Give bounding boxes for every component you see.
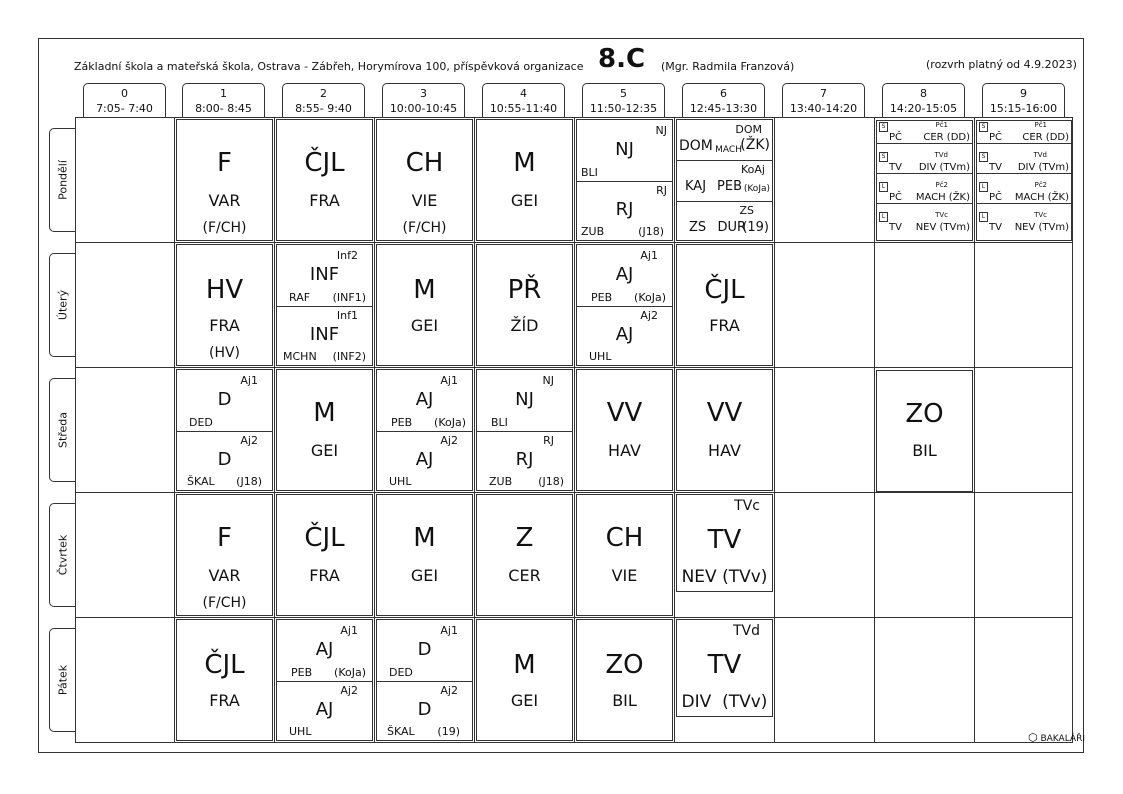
lesson-thu-5[interactable]: CH VIE <box>576 494 673 616</box>
class-title: 8.C <box>598 44 646 74</box>
lesson-wed-8[interactable]: ZO BIL <box>876 370 973 492</box>
day-label-thursday: Čtvrtek <box>49 503 75 607</box>
lesson-fri-4[interactable]: M GEI <box>476 619 573 741</box>
lesson-mon-6[interactable]: DOM DOM MACH (ŽK) KoAj KAJ PEB (KoJa) ZS ZS DUR (19) <box>676 119 773 241</box>
lesson-thu-3[interactable]: M GEI <box>376 494 473 616</box>
lesson-thu-4[interactable]: Z CER <box>476 494 573 616</box>
lesson-mon-4[interactable]: M GEI <box>476 119 573 241</box>
lesson-wed-3[interactable]: Aj1 AJ PEB (KoJa) Aj2 AJ UHL <box>376 369 473 491</box>
lesson-wed-6[interactable]: VV HAV <box>676 369 773 491</box>
lesson-thu-1[interactable]: F VAR (F/CH) <box>176 494 273 616</box>
lesson-tue-1[interactable]: HV FRA (HV) <box>176 244 273 366</box>
lesson-wed-5[interactable]: VV HAV <box>576 369 673 491</box>
bakalari-logo: ⬡ BAKALÁŘI <box>1027 731 1085 744</box>
lesson-thu-6[interactable]: TVc TV NEV (TVv) <box>676 494 773 592</box>
school-name: Základní škola a mateřská škola, Ostrava - Zábřeh, Horymírova 100, příspěvková organizace <box>74 60 584 73</box>
lesson-mon-9[interactable]: S Pč1 PČ CER (DD) S TVd TV DIV (TVm) L Pč2 PČ MACH (ŽK) L TVc TV NEV (TVm) <box>976 120 1072 241</box>
day-label-wednesday: Středa <box>49 378 75 482</box>
period-header-2: 2 8:55- 9:40 <box>282 83 365 117</box>
day-label-monday: Pondělí <box>49 128 75 232</box>
lesson-mon-2[interactable]: ČJL FRA <box>276 119 373 241</box>
lesson-tue-6[interactable]: ČJL FRA <box>676 244 773 366</box>
lesson-fri-1[interactable]: ČJL FRA <box>176 619 273 741</box>
period-header-7: 7 13:40-14:20 <box>782 83 865 117</box>
period-header-4: 4 10:55-11:40 <box>482 83 565 117</box>
period-header-0: 0 7:05- 7:40 <box>83 83 166 117</box>
lesson-wed-2[interactable]: M GEI <box>276 369 373 491</box>
lesson-wed-1[interactable]: Aj1 D DED Aj2 D ŠKAL (J18) <box>176 369 273 491</box>
lesson-tue-5[interactable]: Aj1 AJ PEB (KoJa) Aj2 AJ UHL <box>576 244 673 366</box>
lesson-tue-3[interactable]: M GEI <box>376 244 473 366</box>
period-header-1: 1 8:00- 8:45 <box>182 83 265 117</box>
period-header-5: 5 11:50-12:35 <box>582 83 665 117</box>
lesson-wed-4[interactable]: NJ NJ BLI RJ RJ ZUB (J18) <box>476 369 573 491</box>
lesson-fri-2[interactable]: Aj1 AJ PEB (KoJa) Aj2 AJ UHL <box>276 619 373 741</box>
period-header-9: 9 15:15-16:00 <box>982 83 1065 117</box>
lesson-fri-3[interactable]: Aj1 D DED Aj2 D ŠKAL (19) <box>376 619 473 741</box>
lesson-tue-2[interactable]: Inf2 INF RAF (INF1) Inf1 INF MCHN (INF2) <box>276 244 373 366</box>
lesson-fri-6[interactable]: TVd TV DIV (TVv) <box>676 619 773 717</box>
lesson-mon-8[interactable]: S Pč1 PČ CER (DD) S TVd TV DIV (TVm) L Pč2 PČ MACH (ŽK) L TVc TV NEV (TVm) <box>876 120 973 241</box>
lesson-thu-2[interactable]: ČJL FRA <box>276 494 373 616</box>
lesson-mon-1[interactable]: F VAR (F/CH) <box>176 119 273 241</box>
lesson-mon-5[interactable]: NJ NJ BLI RJ RJ ZUB (J18) <box>576 119 673 241</box>
day-label-friday: Pátek <box>49 628 75 732</box>
period-header-6: 6 12:45-13:30 <box>682 83 765 117</box>
day-label-tuesday: Úterý <box>49 253 75 357</box>
lesson-fri-5[interactable]: ZO BIL <box>576 619 673 741</box>
class-teacher: (Mgr. Radmila Franzová) <box>661 60 795 73</box>
hexagon-icon: ⬡ <box>1027 731 1038 744</box>
lesson-mon-3[interactable]: CH VIE (F/CH) <box>376 119 473 241</box>
period-header-8: 8 14:20-15:05 <box>882 83 965 117</box>
period-header-3: 3 10:00-10:45 <box>382 83 465 117</box>
lesson-tue-4[interactable]: PŘ ŽÍD <box>476 244 573 366</box>
valid-from: (rozvrh platný od 4.9.2023) <box>926 58 1077 71</box>
